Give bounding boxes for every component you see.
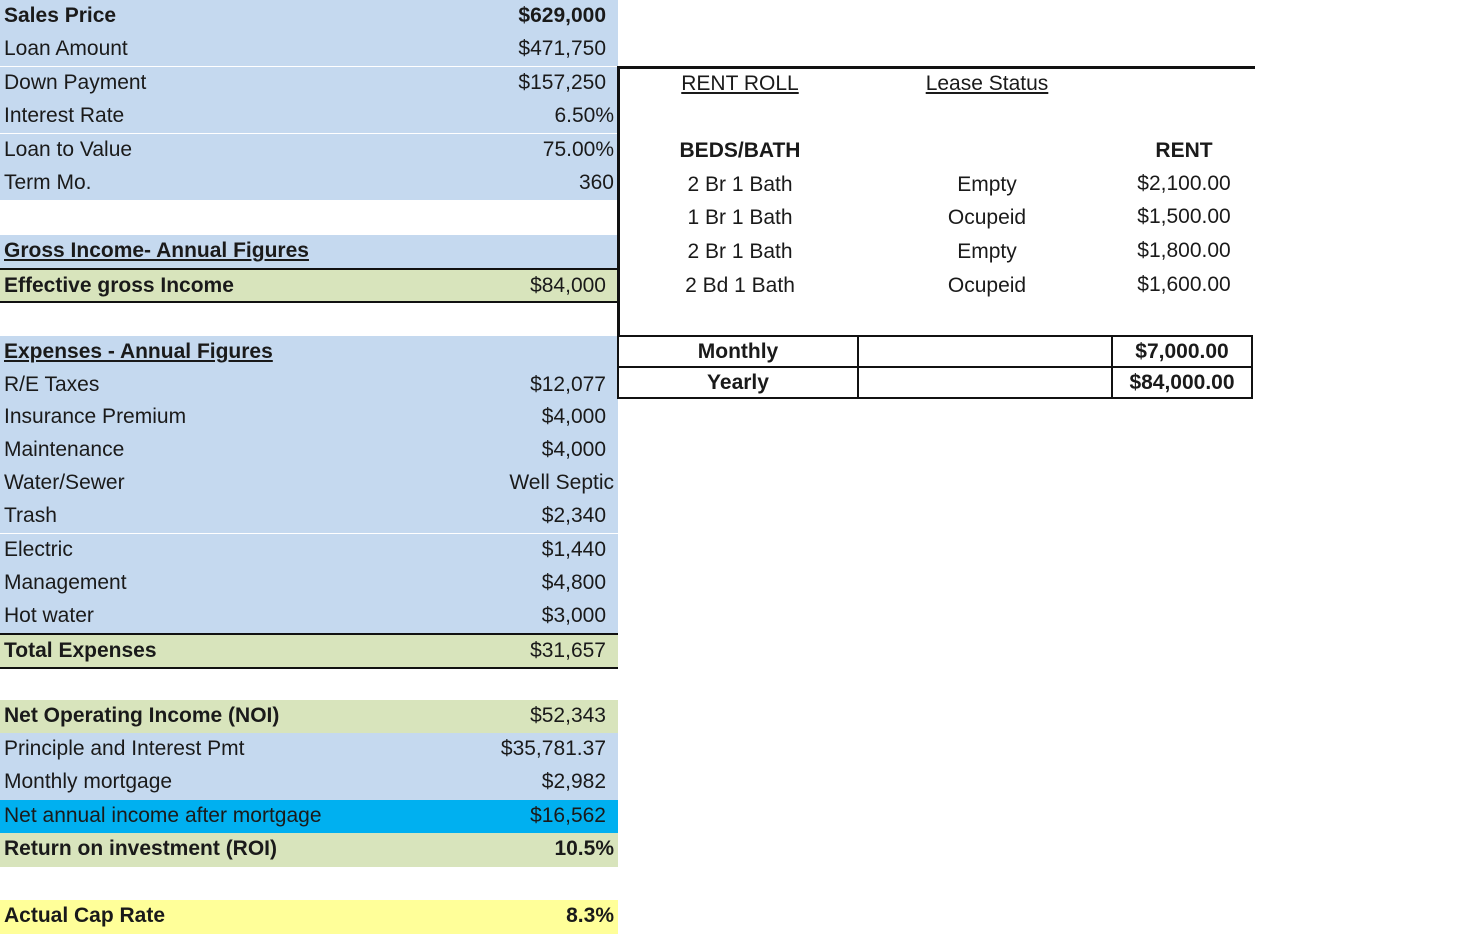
interest-rate-row (0, 100, 618, 133)
expenses-header: Expenses - Annual Figures (4, 340, 273, 363)
unit-beds: 2 Br 1 Bath (687, 240, 793, 263)
expense-row (0, 434, 618, 467)
down-payment-value: $157,250 (518, 71, 606, 94)
down-payment-label: Down Payment (4, 71, 147, 94)
net-income-after-mortgage-value: $16,562 (530, 804, 606, 827)
expense-value: $12,077 (530, 373, 606, 396)
principal-interest-value: $35,781.37 (500, 737, 606, 760)
term-row (0, 167, 618, 200)
loan-to-value-row (0, 134, 618, 167)
expense-label: Maintenance (4, 438, 125, 461)
principal-interest-label: Principle and Interest Pmt (4, 737, 245, 760)
expense-row (0, 467, 618, 500)
expense-value: $3,000 (541, 604, 606, 627)
expense-value: $4,800 (541, 571, 606, 594)
rent-roll-top-border (617, 66, 1255, 69)
expense-value: Well Septic (509, 471, 614, 494)
sales-price-label: Sales Price (4, 4, 117, 27)
expenses-header-row (0, 336, 618, 369)
sales-price-value: $629,000 (518, 4, 606, 27)
unit-rent: $1,500.00 (1137, 205, 1231, 228)
unit-rent: $2,100.00 (1137, 172, 1231, 195)
roi-row (0, 833, 618, 867)
effective-gross-income-label: Effective gross Income (4, 274, 234, 297)
unit-beds: 1 Br 1 Bath (687, 206, 793, 229)
unit-rent: $1,800.00 (1137, 239, 1231, 262)
yearly-value: $84,000.00 (1112, 367, 1252, 398)
yearly-empty-cell (858, 367, 1112, 398)
expense-label: Water/Sewer (4, 471, 125, 494)
expense-row (0, 401, 618, 434)
expense-value: $4,000 (541, 438, 606, 461)
roi-label: Return on investment (ROI) (4, 837, 278, 860)
expense-row (0, 567, 618, 600)
expense-row (0, 369, 618, 402)
principal-interest-row (0, 733, 618, 766)
monthly-mortgage-label: Monthly mortgage (4, 770, 173, 793)
unit-status: Empty (957, 240, 1017, 263)
effective-gross-income-value: $84,000 (530, 274, 606, 297)
monthly-label: Monthly (618, 336, 858, 367)
noi-label: Net Operating Income (NOI) (4, 704, 280, 727)
noi-row (0, 700, 618, 733)
cap-rate-label: Actual Cap Rate (4, 904, 166, 927)
yearly-row (618, 367, 1252, 398)
roi-value: 10.5% (554, 837, 614, 860)
unit-beds: 2 Bd 1 Bath (685, 274, 795, 297)
gross-income-header: Gross Income- Annual Figures (4, 239, 309, 262)
expense-label: Insurance Premium (4, 405, 187, 428)
yearly-label: Yearly (618, 367, 858, 398)
expense-value: $4,000 (541, 405, 606, 428)
effective-gross-income-row (0, 268, 618, 303)
monthly-value: $7,000.00 (1112, 336, 1252, 367)
cap-rate-row (0, 900, 618, 934)
interest-rate-label: Interest Rate (4, 104, 125, 127)
beds-bath-header: BEDS/BATH (679, 139, 801, 162)
sales-price-row (0, 0, 618, 33)
unit-status: Ocupeid (947, 274, 1027, 297)
cap-rate-value: 8.3% (566, 904, 614, 927)
monthly-row (618, 336, 1252, 367)
loan-amount-value: $471,750 (518, 37, 606, 60)
net-income-after-mortgage-row (0, 800, 618, 833)
total-expenses-row (0, 633, 618, 669)
monthly-empty-cell (858, 336, 1112, 367)
expense-label: Electric (4, 538, 73, 561)
expense-row (0, 500, 618, 533)
loan-amount-label: Loan Amount (4, 37, 128, 60)
expense-row (0, 534, 618, 567)
gross-income-header-row (0, 235, 618, 268)
monthly-mortgage-value: $2,982 (541, 770, 606, 793)
unit-rent: $1,600.00 (1137, 273, 1231, 296)
unit-status: Empty (957, 173, 1017, 196)
total-expenses-value: $31,657 (530, 639, 606, 662)
term-label: Term Mo. (4, 171, 92, 194)
total-expenses-label: Total Expenses (4, 639, 157, 662)
expense-value: $2,340 (541, 504, 606, 527)
rent-roll-title: RENT ROLL (681, 72, 799, 95)
expense-value: $1,440 (541, 538, 606, 561)
expense-label: Hot water (4, 604, 94, 627)
monthly-mortgage-row (0, 766, 618, 800)
expense-label: R/E Taxes (4, 373, 100, 396)
unit-beds: 2 Br 1 Bath (687, 173, 793, 196)
interest-rate-value: 6.50% (554, 104, 614, 127)
loan-to-value-label: Loan to Value (4, 138, 133, 161)
noi-value: $52,343 (530, 704, 606, 727)
loan-amount-row (0, 33, 618, 66)
rent-header: RENT (1155, 139, 1213, 162)
rent-roll-summary-table (617, 335, 1253, 399)
expense-label: Trash (4, 504, 57, 527)
down-payment-row (0, 67, 618, 100)
net-income-after-mortgage-label: Net annual income after mortgage (4, 804, 322, 827)
term-value: 360 (578, 171, 614, 194)
loan-to-value-value: 75.00% (542, 138, 614, 161)
unit-status: Ocupeid (947, 206, 1027, 229)
expense-label: Management (4, 571, 127, 594)
expense-row (0, 600, 618, 633)
lease-status-title: Lease Status (925, 72, 1049, 95)
